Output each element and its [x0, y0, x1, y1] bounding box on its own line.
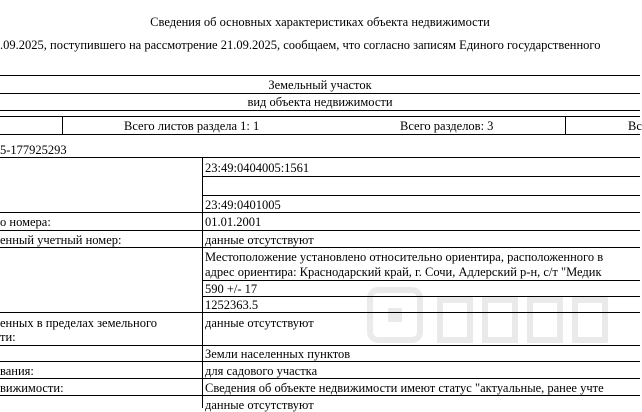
location-line-1: Местоположение установлено относительно ориентира, расположенного в — [205, 250, 604, 264]
total-sheets-cut: Вс — [628, 119, 642, 133]
table-border — [202, 296, 640, 297]
table-border — [0, 116, 640, 117]
row-label-status: вижимости: — [0, 381, 64, 395]
table-border — [0, 212, 640, 213]
table-border — [0, 110, 640, 111]
row-label-objects-line2: ти: — [0, 330, 16, 344]
watermark-logo — [360, 270, 640, 370]
document-title: Сведения об основных характеристиках объекта недвижимости — [150, 15, 490, 29]
table-border — [62, 116, 63, 135]
cadastral-quarter: 23:49:0401005 — [205, 198, 281, 212]
table-border — [0, 395, 640, 396]
record-number: 5-177925293 — [0, 143, 67, 157]
assignment-date: 01.01.2001 — [205, 215, 262, 229]
table-border — [0, 230, 640, 231]
status-value: Сведения об объекте недвижимости имеют статус "актуальные, ранее учте — [205, 381, 604, 395]
table-border — [0, 378, 640, 379]
table-border — [0, 312, 640, 313]
object-type-caption: вид объекта недвижимости — [247, 95, 393, 109]
special-marks-value: данные отсутствуют — [205, 398, 314, 412]
table-border — [202, 176, 640, 177]
table-border — [565, 116, 566, 135]
object-type: Земельный участок — [268, 78, 372, 92]
objects-within-value: данные отсутствуют — [205, 316, 314, 330]
land-category: Земли населенных пунктов — [205, 347, 351, 361]
area-value: 590 +/- 17 — [205, 282, 258, 296]
table-border — [0, 345, 640, 346]
row-label-date: о номера: — [0, 215, 51, 229]
permitted-use-value: для садового участка — [205, 364, 318, 378]
table-border — [202, 195, 640, 196]
table-border — [0, 157, 640, 158]
previous-number-value: данные отсутствуют — [205, 233, 314, 247]
row-label-permitted-use: вания: — [0, 364, 34, 378]
table-border — [0, 134, 640, 135]
location-line-2: адрес ориентира: Краснодарский край, г. Сочи, Адлерский р-н, с/т "Медик — [205, 265, 602, 279]
table-border — [202, 280, 640, 281]
document-intro-line: .09.2025, поступившего на рассмотрение 21.09.2025, сообщаем, что согласно записям Единого государственного — [0, 38, 601, 52]
table-border — [0, 361, 640, 362]
table-border — [0, 75, 640, 76]
sections-count: Всего разделов: 3 — [400, 119, 494, 133]
cadastral-number: 23:49:0404005:1561 — [205, 161, 310, 175]
table-border — [0, 93, 640, 94]
table-border — [0, 247, 640, 248]
cadastral-value: 1252363.5 — [205, 298, 259, 312]
row-label-previous-number: енный учетный номер: — [0, 233, 122, 247]
row-label-objects-line1: енных в пределах земельного — [0, 316, 158, 330]
section-sheets-count: Всего листов раздела 1: 1 — [124, 119, 260, 133]
